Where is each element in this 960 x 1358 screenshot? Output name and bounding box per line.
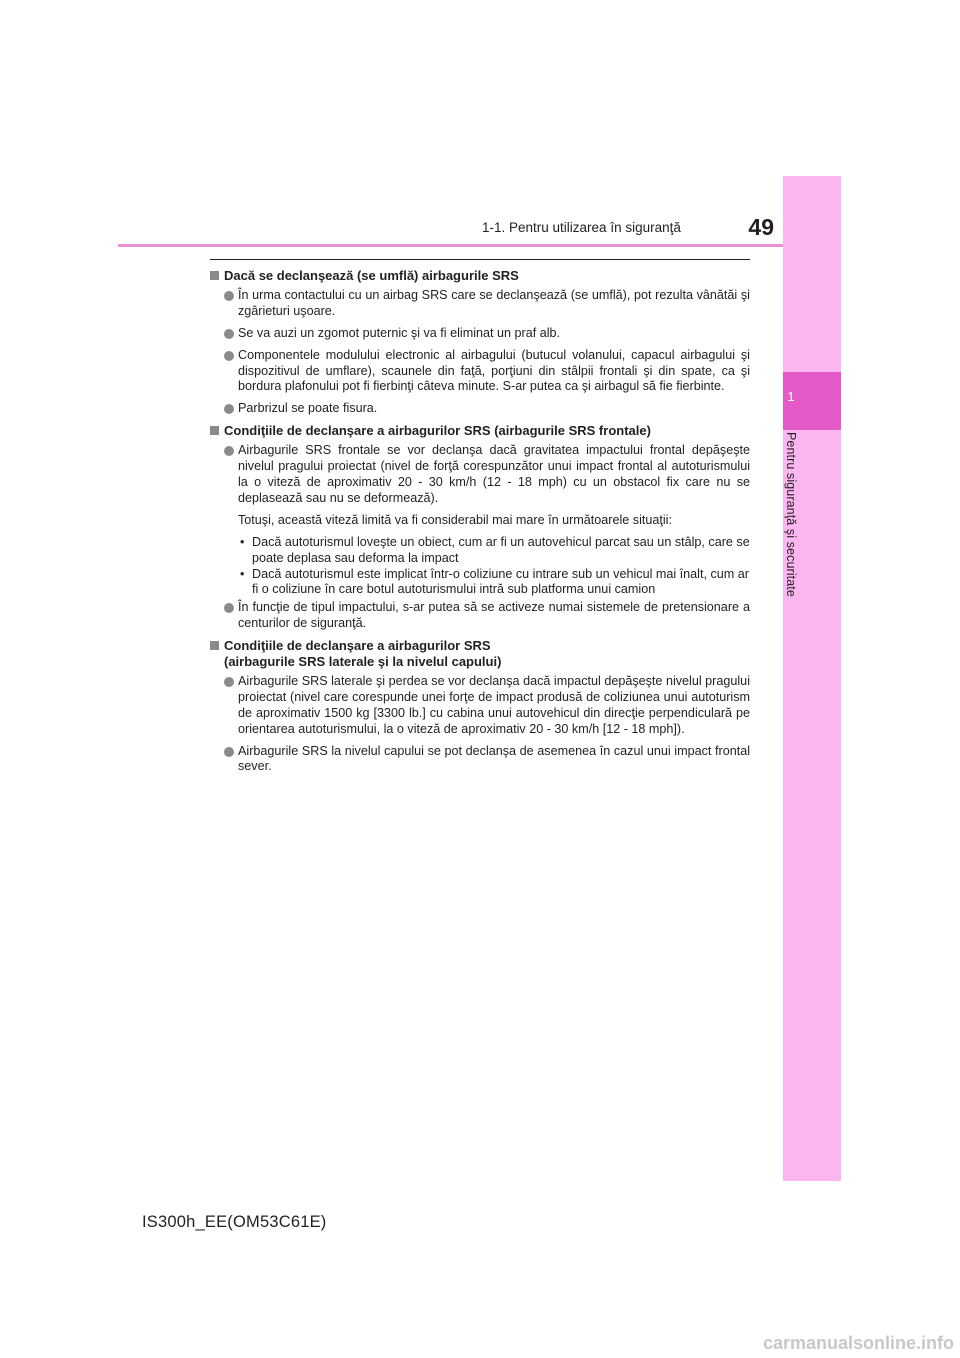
bullet-item	[210, 674, 750, 738]
paragraph: Totuşi, această viteză limită va fi considerabil mai mare în următoarele situaţii:	[238, 512, 672, 527]
header-rule	[118, 244, 841, 247]
bullet-item	[210, 401, 750, 417]
sub-item-text: Dacă autoturismul este implicat într-o coliziune cu intrare sub un vehicul mai înalt, cum ar fi o coliziune în care botul autoturismului intră sub platforma unui camion	[252, 566, 749, 597]
page-number: 49	[748, 214, 774, 240]
bullet-item	[210, 744, 750, 776]
section-title-text: Condiţiile de declanşare a airbagurilor SRS (airbagurile SRS frontale)	[224, 423, 651, 439]
sub-bullet-mark: •	[240, 534, 245, 549]
bullet-text: În funcţie de tipul impactului, s-ar putea să se activeze numai sistemele de pretensionare a centurilor de siguranţă.	[238, 600, 750, 631]
section-title-text: Dacă se declanşează (se umflă) airbagurile SRS	[224, 268, 519, 283]
square-bullet-icon	[210, 271, 219, 280]
chapter-label: Pentru siguranţă şi securitate	[784, 432, 798, 597]
circle-bullet-icon	[224, 329, 234, 339]
section-title-line: (airbagurile SRS laterale şi la nivelul capului)	[224, 654, 502, 670]
bullet-item	[210, 288, 750, 320]
page-content	[210, 268, 750, 781]
square-bullet-icon	[210, 641, 219, 650]
sub-item	[210, 535, 750, 567]
bullet-item	[210, 443, 750, 507]
section-title	[210, 268, 750, 284]
content-top-rule	[210, 259, 750, 260]
bullet-text: Airbagurile SRS frontale se vor declanşa dacă gravitatea impactului frontal depăşeşte nivelul pragului proiectat (nivel de forţă corespunzător unui impact frontal al autoturismului la o viteză de aproximativ 20 - 30 km/h (12 - 18 mph) cu un obstacol fix care nu se deplasează sau nu se deformează).	[238, 443, 750, 505]
bullet-item	[210, 600, 750, 632]
bullet-text: Airbagurile SRS la nivelul capului se pot declanşa de asemenea în cazul unui impact frontal sever.	[238, 743, 750, 774]
sub-item-text: Dacă autoturismul loveşte un obiect, cum ar fi un autovehicul parcat sau un stâlp, care se poate deplasa sau deforma la impact	[252, 534, 750, 565]
circle-bullet-icon	[224, 677, 234, 687]
running-header-title: 1-1. Pentru utilizarea în siguranţă	[482, 220, 681, 235]
side-chapter-band	[783, 176, 841, 1181]
sub-item	[210, 567, 750, 599]
bullet-text: În urma contactului cu un airbag SRS care se declanşează (se umflă), pot rezulta vânătăi şi zgârieturi uşoare.	[238, 287, 750, 318]
circle-bullet-icon	[224, 603, 234, 613]
circle-bullet-icon	[224, 291, 234, 301]
bullet-text: Parbrizul se poate fisura.	[238, 401, 378, 416]
section-title	[210, 423, 750, 439]
bullet-text: Se va auzi un zgomot puternic şi va fi eliminat un praf alb.	[238, 325, 561, 340]
circle-bullet-icon	[224, 446, 234, 456]
document-code: IS300h_EE(OM53C61E)	[142, 1213, 327, 1231]
circle-bullet-icon	[224, 351, 234, 361]
square-bullet-icon	[210, 426, 219, 435]
sub-bullet-mark: •	[240, 566, 245, 581]
bullet-text: Componentele modulului electronic al airbagului (butucul volanului, capacul airbagului şi dispozitivul de umflare), scaunele din faţă, porţiuni din stâlpii frontali şi din spate, ca şi bordura plafonului pot fi fierbinţi câteva minute. S-ar putea ca şi airbagul să fie fierbinte.	[238, 347, 750, 394]
bullet-item	[210, 326, 750, 342]
bullet-item	[210, 348, 750, 396]
chapter-number: 1	[787, 389, 795, 404]
section-title	[210, 638, 750, 670]
watermark: carmanualsonline.info	[762, 1333, 954, 1353]
bullet-text: Airbagurile SRS laterale şi perdea se vor declanşa dacă impactul depăşeşte nivelul pragului proiectat (nivel care corespunde unei forţe de impact produsă de coliziunea unui autoturism de aproximativ 1500 kg [3300 lb.] cu cabina unui autovehicul din direcţie perpendiculară pe orientarea autoturismului, la o viteză de aproximativ 20 - 30 km/h [12 - 18 mph]).	[238, 673, 750, 736]
circle-bullet-icon	[224, 747, 234, 757]
circle-bullet-icon	[224, 404, 234, 414]
section-title-line: Condiţiile de declanşare a airbagurilor SRS	[224, 638, 491, 654]
